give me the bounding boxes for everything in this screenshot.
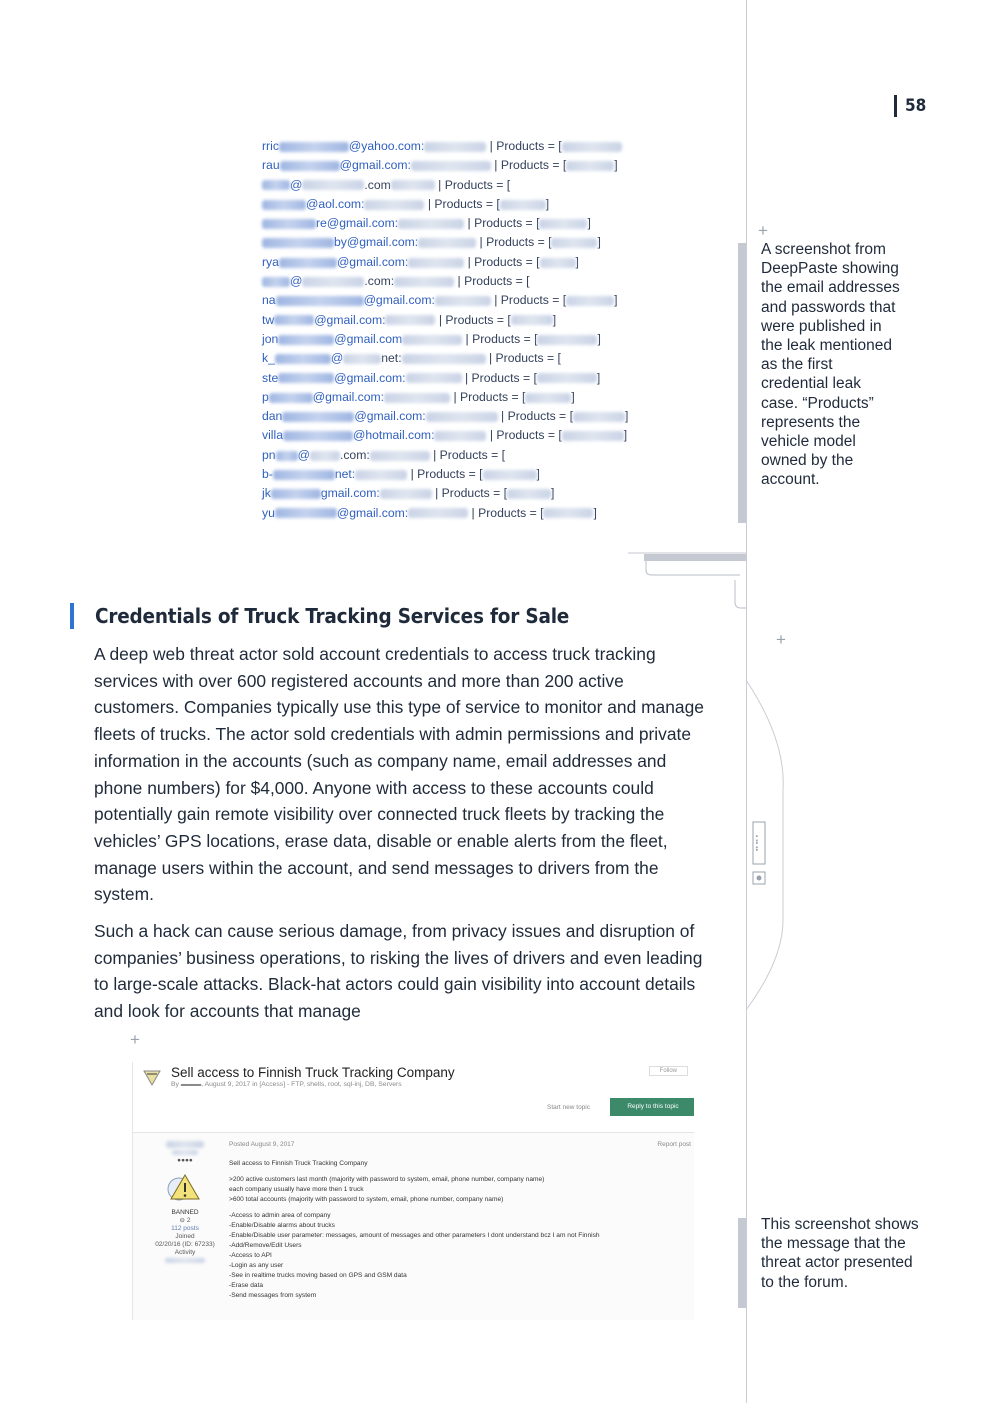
leak-text: @ (297, 447, 310, 462)
leak-text: ] (593, 505, 597, 520)
leak-text: | Products = [ (461, 370, 537, 385)
redacted-segment (274, 315, 314, 325)
leak-text: ] (552, 312, 557, 327)
leak-text: ] (614, 293, 618, 308)
leak-text: | Products = [ (407, 467, 483, 482)
leak-text: @gmail.com: (336, 254, 409, 269)
follow-button[interactable]: Follow (649, 1066, 688, 1076)
leak-text: @gmail.com: (336, 505, 409, 520)
leak-text: @gmail.com: (339, 158, 411, 173)
redacted-segment (380, 489, 432, 499)
redacted-username (166, 1141, 204, 1148)
leak-text: rya (262, 254, 279, 269)
leak-text: | Products = [ (434, 177, 511, 192)
forum-post-line: -Access to API (229, 1252, 272, 1259)
redacted-segment (500, 200, 546, 210)
redacted-segment (278, 373, 334, 383)
report-post-link[interactable]: Report post (657, 1141, 691, 1148)
leak-text: p (262, 389, 269, 404)
user-rank-dots: ●●●● (177, 1157, 193, 1165)
redacted-segment (275, 508, 337, 518)
redacted-segment (406, 373, 462, 383)
forum-post-body (133, 1132, 694, 1320)
leak-text: @ (330, 351, 344, 366)
leak-text: jk (262, 486, 271, 501)
leak-text: ste (262, 370, 279, 385)
redacted-activity (165, 1258, 205, 1263)
redacted-segment (573, 412, 625, 422)
leak-text: | Products = [ (476, 235, 552, 250)
leak-row (262, 137, 682, 156)
paragraph-2: Such a hack can cause serious damage, from privacy issues and disruption of companies’ business operations, to risking the lives of drivers and even leading to large-scale attacks. Black-hat actors could gain visibility into account details and look for accounts that manage (94, 921, 703, 1022)
caption-bar (738, 1218, 746, 1308)
redacted-segment (434, 431, 486, 441)
leak-text: | Products = [ (497, 409, 573, 424)
caption-bar (738, 243, 746, 523)
leak-text: ] (623, 428, 628, 443)
redacted-segment (394, 277, 454, 287)
leak-row (262, 426, 682, 445)
leak-text: ] (551, 486, 555, 501)
redacted-segment (540, 258, 576, 268)
redacted-segment (418, 238, 476, 248)
leak-text: .com: (339, 447, 370, 462)
leak-text: | Products = [ (486, 139, 562, 153)
plus-mark-icon: + (758, 221, 768, 240)
forum-post-line: -Enable/Disable alarms about trucks (229, 1222, 335, 1229)
redacted-segment (302, 277, 364, 287)
leak-text: re@gmail.com: (316, 216, 399, 231)
user-status: BANNED (171, 1209, 199, 1217)
leak-text: | Products = [ (490, 293, 567, 308)
leak-text: .com (364, 177, 391, 192)
forum-post-line: -Send messages from system (229, 1292, 317, 1299)
redacted-segment (543, 508, 593, 518)
redacted-segment (408, 258, 464, 268)
forum-post-line: >600 total accounts (majority with password to system, email, phone number, company name) (229, 1196, 504, 1203)
leak-row (262, 156, 682, 175)
redacted-segment (355, 470, 407, 480)
redacted-segment (539, 219, 587, 229)
leak-row (262, 407, 682, 426)
forum-post-line: -Login as any user (229, 1262, 284, 1269)
leak-text: | Products = [ (468, 505, 544, 520)
leak-text: | Products = [ (429, 447, 506, 462)
leak-text: gmail.com: (320, 486, 380, 501)
redacted-segment (302, 180, 364, 190)
leak-text: | Products = [ (450, 389, 526, 404)
redacted-segment (262, 277, 290, 287)
redacted-segment (283, 431, 353, 441)
leak-row (262, 330, 682, 349)
plus-mark-icon: + (776, 630, 786, 649)
leak-text: ] (571, 389, 575, 404)
redacted-segment (276, 451, 298, 461)
leak-text: ] (597, 235, 601, 250)
redacted-segment (343, 354, 381, 364)
leak-text: @aol.com: (306, 196, 365, 211)
leak-text: @yahoo.com: (348, 139, 425, 153)
credential-leak-screenshot (262, 137, 682, 523)
redacted-segment (391, 180, 435, 190)
forum-post-line: >200 active customers last month (majority with password to system, email, phone number, company name) (229, 1176, 545, 1183)
redacted-segment (562, 142, 622, 152)
redacted-segment (310, 451, 340, 461)
leak-text: ] (575, 254, 579, 269)
forum-post-line: -Enable/Disable user parameter: messages, amount of messages and other parameters I dont understand bcz I am not Finnish (229, 1232, 600, 1239)
leak-row (262, 311, 682, 330)
leak-row (262, 253, 682, 272)
redacted-segment (411, 161, 491, 171)
leak-text: @gmail.com: (354, 409, 426, 424)
redacted-segment (507, 489, 551, 499)
leak-text: yu (262, 505, 275, 520)
redacted-segment (398, 219, 464, 229)
redacted-segment (269, 393, 313, 403)
leak-text: @ (290, 274, 303, 289)
redacted-segment (402, 335, 462, 345)
leak-text: ] (587, 216, 591, 231)
redacted-segment (273, 470, 335, 480)
forum-post-line: each company usually have more then 1 truck (229, 1186, 364, 1193)
leak-text: @hotmail.com: (353, 428, 435, 443)
redacted-segment (551, 238, 597, 248)
leak-text: @gmail.com: (363, 293, 435, 308)
redacted-segment (385, 315, 435, 325)
leak-text: ] (597, 331, 601, 346)
leak-text: | Products = [ (454, 274, 530, 289)
leak-text: by@gmail.com: (334, 235, 419, 250)
leak-text: rric (262, 139, 279, 153)
paragraph-1: A deep web threat actor sold account credentials to access truck tracking services with over 600 registered accounts and more than 200 active customers. Companies typically use this type of service to monitor and manage fleets of trucks. The actor sold credentials with admin permissions and private information in the accounts (such as company name, email addresses and phone numbers) for $4,000. Anyone with access to these accounts could potentially gain remote visibility over connected truck fleets by tracking the vehicles’ GPS locations, erase data, disable or enable alerts from the fleet, manage users within the account, and send messages to drivers from the system. (94, 644, 704, 905)
page-number: 58 (894, 95, 926, 117)
forum-post-line: Sell access to Finnish Truck Tracking Company (229, 1160, 368, 1167)
forum-post-text (229, 1159, 689, 1301)
leak-row (262, 484, 682, 503)
leak-text: ] (545, 196, 550, 211)
redacted-segment (408, 508, 468, 518)
leak-text: @gmail.com: (312, 389, 385, 404)
leak-text: b- (262, 467, 273, 482)
leak-text: dan (262, 409, 283, 424)
plus-mark-icon: + (130, 1030, 140, 1049)
leak-row (262, 465, 682, 484)
caption-bottom: This screenshot shows the message that the threat actor presented to the forum. (761, 1216, 919, 1291)
avatar (165, 1169, 205, 1203)
forum-topic-subtitle: By ▬▬▬, August 9, 2017 in [Access] - FTP, shells, root, sql-inj, DB, Servers (171, 1081, 402, 1088)
leak-row (262, 214, 682, 233)
leak-text: ] (614, 158, 618, 173)
leak-text: | Products = [ (424, 196, 500, 211)
leak-row (262, 446, 682, 465)
redacted-segment (370, 451, 430, 461)
leak-text: ] (624, 409, 629, 424)
leak-text: ] (596, 370, 601, 385)
post-date: Posted August 9, 2017 (229, 1141, 295, 1148)
leak-text: @ (290, 177, 303, 192)
leak-text: ] (536, 467, 540, 482)
leak-text: .com: (364, 274, 395, 289)
leak-text: | Products = [ (431, 486, 508, 501)
redacted-segment (279, 142, 349, 152)
leak-text: @gmail.com: (334, 370, 406, 385)
redacted-segment (435, 296, 491, 306)
leak-row (262, 195, 682, 214)
redacted-segment (275, 354, 331, 364)
leak-text: pn (262, 447, 276, 462)
redacted-segment (278, 335, 334, 345)
leak-text: | Products = [ (435, 312, 511, 327)
redacted-segment (525, 393, 571, 403)
user-joined-label: Joined (175, 1233, 195, 1241)
redacted-segment (537, 335, 597, 345)
leak-text: tw (262, 312, 275, 327)
redacted-segment (402, 354, 486, 364)
redacted-segment (262, 219, 316, 229)
redacted-segment (262, 238, 334, 248)
forum-logo-icon (141, 1066, 163, 1088)
leak-text: | Products = [ (464, 254, 540, 269)
redacted-segment (271, 489, 321, 499)
leak-row (262, 349, 682, 368)
leak-text: na (262, 293, 276, 308)
leak-row (262, 176, 682, 195)
leak-text: | Products = [ (462, 331, 538, 346)
leak-text: | Products = [ (464, 216, 540, 231)
redacted-segment (384, 393, 450, 403)
leak-text: | Products = [ (485, 351, 561, 366)
leak-row (262, 504, 682, 523)
redacted-user-title (172, 1150, 198, 1155)
user-activity-label: Activity (174, 1249, 196, 1257)
leak-text: rau (262, 158, 280, 173)
redacted-segment (511, 315, 553, 325)
redacted-segment (566, 296, 614, 306)
redacted-segment (279, 258, 337, 268)
redacted-segment (282, 412, 354, 422)
leak-row (262, 272, 682, 291)
leak-row (262, 369, 682, 388)
warning-avatar-icon (165, 1169, 205, 1203)
user-joined-date: 02/20/16 (ID: 67233) (155, 1241, 215, 1249)
redacted-segment (280, 161, 340, 171)
reply-to-topic-button[interactable]: Reply to this topic (610, 1098, 694, 1116)
redacted-segment (426, 412, 498, 422)
redacted-segment (364, 200, 424, 210)
redacted-segment (562, 431, 624, 441)
leak-text: @gmail.com (334, 331, 403, 346)
redacted-segment (566, 161, 614, 171)
svg-text:▪▪ ▪▪ ▪: ▪▪ ▪▪ ▪ (754, 834, 761, 852)
leak-text: | Products = [ (486, 428, 562, 443)
leak-text: net: (381, 351, 402, 366)
leak-text: k_ (262, 351, 275, 366)
redacted-segment (262, 200, 306, 210)
leak-text: villa (262, 428, 283, 443)
forum-post-screenshot (132, 1062, 694, 1320)
section-heading: Credentials of Truck Tracking Services for Sale (70, 603, 569, 629)
leak-row (262, 233, 682, 252)
leak-text: | Products = [ (490, 158, 567, 173)
redacted-segment (537, 373, 597, 383)
redacted-segment (276, 296, 364, 306)
user-reputation: ⊖ 2 (179, 1217, 191, 1225)
leak-row (262, 388, 682, 407)
forum-post-line: -See in realtime trucks moving based on GPS and GSM data (229, 1272, 407, 1279)
leak-text: jon (262, 331, 279, 346)
start-new-topic-link[interactable]: Start new topic (547, 1104, 590, 1111)
user-post-count: 112 posts (171, 1225, 199, 1233)
leak-row (262, 291, 682, 310)
forum-user-panel (147, 1141, 223, 1265)
redacted-segment (424, 142, 486, 152)
leak-text: net: (334, 467, 356, 482)
forum-post-line: -Access to admin area of company (229, 1212, 331, 1219)
leak-text: @gmail.com: (314, 312, 386, 327)
forum-post-line: -Add/Remove/Edit Users (229, 1242, 302, 1249)
forum-topic-title: Sell access to Finnish Truck Tracking Company (171, 1065, 455, 1080)
redacted-segment (483, 470, 537, 480)
redacted-segment (262, 180, 290, 190)
forum-post-line: -Erase data (229, 1282, 264, 1289)
caption-top: A screenshot from DeepPaste showing the email addresses and passwords that were published in the leak mentioned as the first credential leak case. “Products” represents the vehicle model owned by the account. (761, 241, 900, 489)
